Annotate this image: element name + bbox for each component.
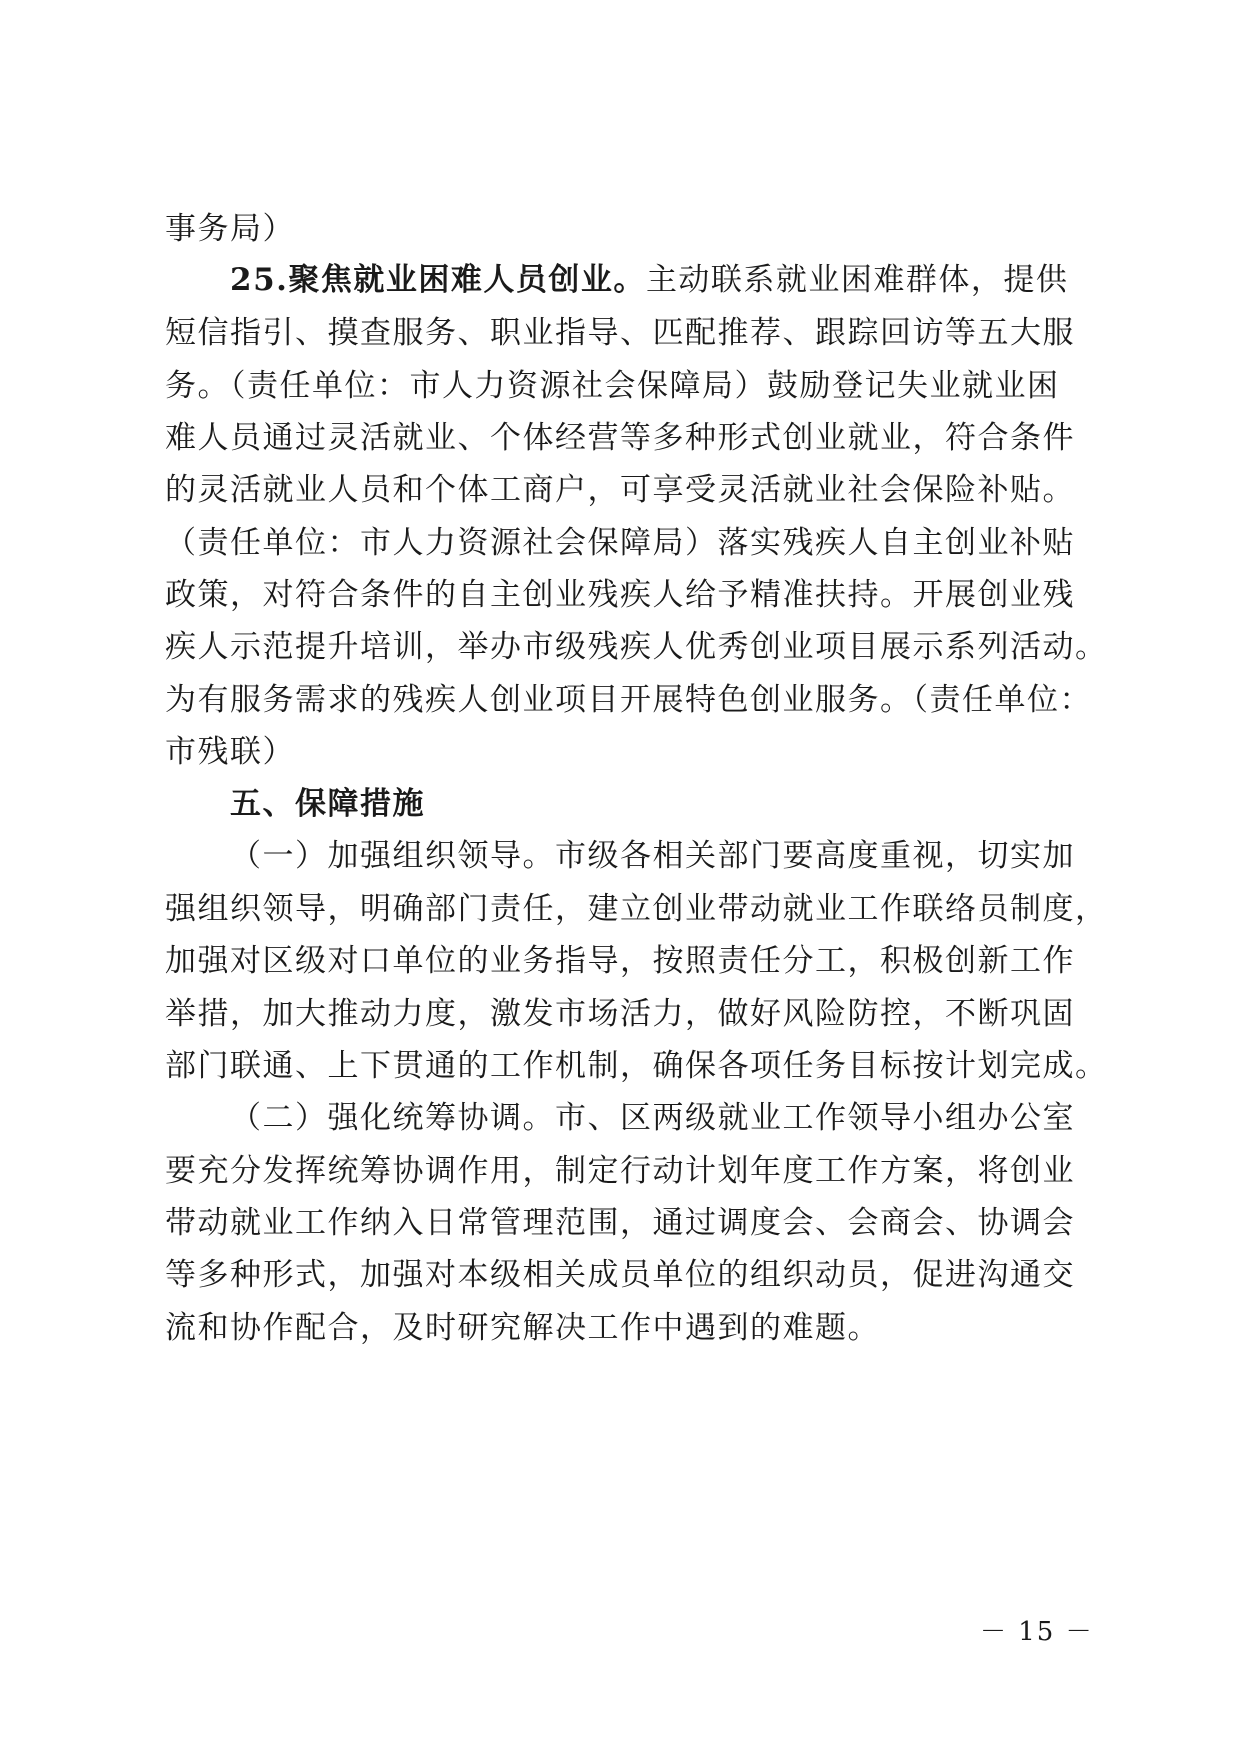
- text-line: 加强对区级对口单位的业务指导，按照责任分工，积极创新工作: [165, 943, 1075, 979]
- text-line: 事务局）: [165, 211, 295, 247]
- text-line: 带动就业工作纳入日常管理范围，通过调度会、会商会、协调会: [165, 1205, 1075, 1241]
- text-line: 疾人示范提升培训，举办市级残疾人优秀创业项目展示系列活动。: [165, 629, 1108, 665]
- text-line: （二）强化统筹协调。市、区两级就业工作领导小组办公室: [230, 1100, 1075, 1136]
- section-heading: 五、保障措施: [230, 786, 425, 822]
- text-line: 为有服务需求的残疾人创业项目开展特色创业服务。（责任单位：: [165, 682, 1092, 718]
- item-25-paragraph-start: [230, 256, 1095, 304]
- text-line: 举措，加大推动力度，激发市场活力，做好风险防控，不断巩固: [165, 996, 1075, 1032]
- text-line: 流和协作配合，及时研究解决工作中遇到的难题。: [165, 1310, 880, 1346]
- text-line: 市残联）: [165, 734, 295, 770]
- text-line: （责任单位：市人力资源社会保障局）落实残疾人自主创业补贴: [165, 525, 1075, 561]
- item-25-title: 25.聚焦就业困难人员创业。: [230, 262, 646, 298]
- text-line: 强组织领导，明确部门责任，建立创业带动就业工作联络员制度，: [165, 891, 1108, 927]
- text-line: （一）加强组织领导。市级各相关部门要高度重视，切实加: [230, 838, 1075, 874]
- text-line: 的灵活就业人员和个体工商户，可享受灵活就业社会保险补贴。: [165, 472, 1075, 508]
- text-line: 政策，对符合条件的自主创业残疾人给予精准扶持。开展创业残: [165, 577, 1075, 613]
- text-line: 部门联通、上下贯通的工作机制，确保各项任务目标按计划完成。: [165, 1048, 1108, 1084]
- page-number: － 15 －: [980, 1617, 1094, 1647]
- text-line: 务。（责任单位：市人力资源社会保障局）鼓励登记失业就业困: [165, 368, 1060, 404]
- text-line: 等多种形式，加强对本级相关成员单位的组织动员，促进沟通交: [165, 1257, 1075, 1293]
- text-line: 短信指引、摸查服务、职业指导、匹配推荐、跟踪回访等五大服: [165, 315, 1075, 351]
- text-line: 难人员通过灵活就业、个体经营等多种形式创业就业，符合条件: [165, 420, 1075, 456]
- text-line: 要充分发挥统筹协调作用，制定行动计划年度工作方案，将创业: [165, 1153, 1075, 1189]
- item-25-text: 主动联系就业困难群体，提供: [645, 262, 1069, 298]
